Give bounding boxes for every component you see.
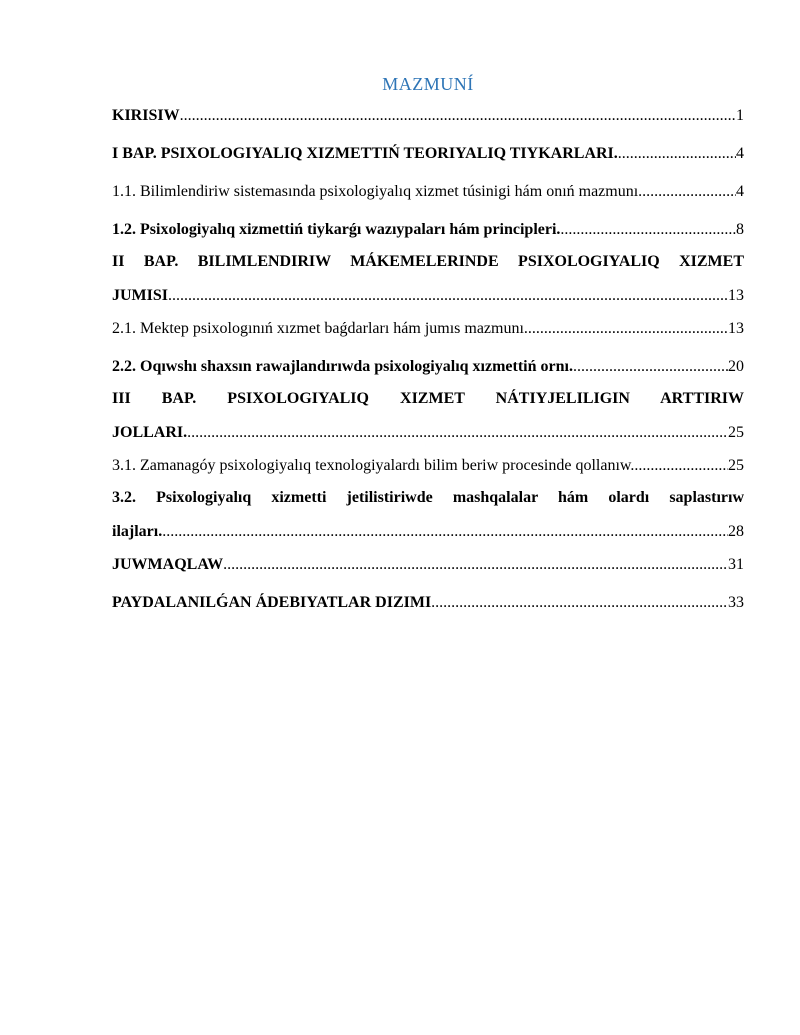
toc-entry-text-line-2: ilajları. [112, 523, 163, 540]
toc-entry-text-line-2: JOLLARI. [112, 424, 188, 441]
toc-entry-chapter-2[interactable] [112, 245, 744, 313]
toc-entry-text: 2.1. Mektep psixologınıń xızmet baǵdarları hám jumıs mazmunı [112, 320, 524, 337]
toc-leader-dots [560, 217, 736, 242]
toc-leader-dots [634, 453, 728, 478]
table-of-contents [112, 103, 744, 628]
toc-entry-section-3-2[interactable] [112, 481, 744, 549]
toc-leader-dots [524, 316, 728, 341]
toc-page-number: 28 [728, 523, 744, 540]
toc-entry-kirisiw[interactable] [112, 103, 744, 128]
toc-entry-text-line-1: II BAP. BILIMLENDIRIW MÁKEMELERINDE PSIXOLOGIYALIQ XIZMET [112, 253, 744, 270]
toc-leader-dots [618, 141, 736, 166]
toc-page-number: 20 [728, 358, 744, 375]
toc-title: MAZMUNÍ [382, 74, 474, 94]
toc-entry-text: 1.1. Bilimlendiriw sistemasında psixologiyalıq xizmet túsinigi hám onıń mazmunı. [112, 183, 643, 200]
toc-entry-bibliography[interactable] [112, 590, 744, 615]
toc-entry-chapter-1[interactable] [112, 141, 744, 166]
toc-page-number: 31 [728, 556, 744, 573]
toc-page-number: 1 [736, 107, 744, 124]
toc-leader-dots [168, 279, 728, 313]
toc-entry-text: KIRISIW [112, 107, 180, 124]
toc-entry-text-line-1: 3.2. Psixologiyalıq xizmetti jetilistiriwde mashqalalar hám olardı saplastırıw [112, 489, 744, 506]
toc-entry-text: JUWMAQLAW [112, 556, 224, 573]
toc-leader-dots [187, 416, 728, 450]
toc-page-number: 25 [728, 457, 744, 474]
toc-entry-text: 3.1. Zamanagóy psixologiyalıq texnologiyalardı bilim beriw procesinde qollanıw. [112, 457, 635, 474]
toc-entry-text: I BAP. PSIXOLOGIYALIQ XIZMETTIŃ TEORIYALIQ TIYKARLARI. [112, 145, 618, 162]
toc-page-number: 33 [728, 594, 744, 611]
toc-leader-dots [180, 103, 736, 128]
toc-entry-text: PAYDALANILǴAN ÁDEBIYATLAR DIZIMI [112, 594, 432, 611]
toc-page-number: 25 [728, 424, 744, 441]
toc-leader-dots [162, 515, 728, 549]
toc-entry-section-1-2[interactable] [112, 217, 744, 242]
toc-entry-chapter-3[interactable] [112, 382, 744, 450]
toc-entry-text-line-2: JUMISI [112, 287, 169, 304]
toc-entry-text: 2.2. Oqıwshı shaxsın rawajlandırıwda psixologiyalıq xızmettiń ornı. [112, 358, 573, 375]
toc-leader-dots [573, 354, 728, 379]
toc-leader-dots [223, 552, 728, 577]
toc-entry-section-2-2[interactable] [112, 354, 744, 379]
toc-page-number: 8 [736, 221, 744, 238]
toc-entry-juwmaqlaw[interactable] [112, 552, 744, 577]
toc-leader-dots [642, 179, 736, 204]
toc-page-number: 13 [728, 287, 744, 304]
toc-leader-dots [431, 590, 728, 615]
toc-entry-section-3-1[interactable] [112, 453, 744, 478]
toc-entry-section-1-1[interactable] [112, 179, 744, 204]
toc-page-number: 4 [736, 183, 744, 200]
toc-entry-section-2-1[interactable] [112, 316, 744, 341]
toc-page-number: 4 [736, 145, 744, 162]
toc-page-number: 13 [728, 320, 744, 337]
toc-entry-text-line-1: III BAP. PSIXOLOGIYALIQ XIZMET NÁTIYJELILIGIN ARTTIRIW [112, 390, 744, 407]
toc-entry-text: 1.2. Psixologiyalıq xizmettiń tiykarǵı wazıypaları hám principleri. [112, 221, 561, 238]
